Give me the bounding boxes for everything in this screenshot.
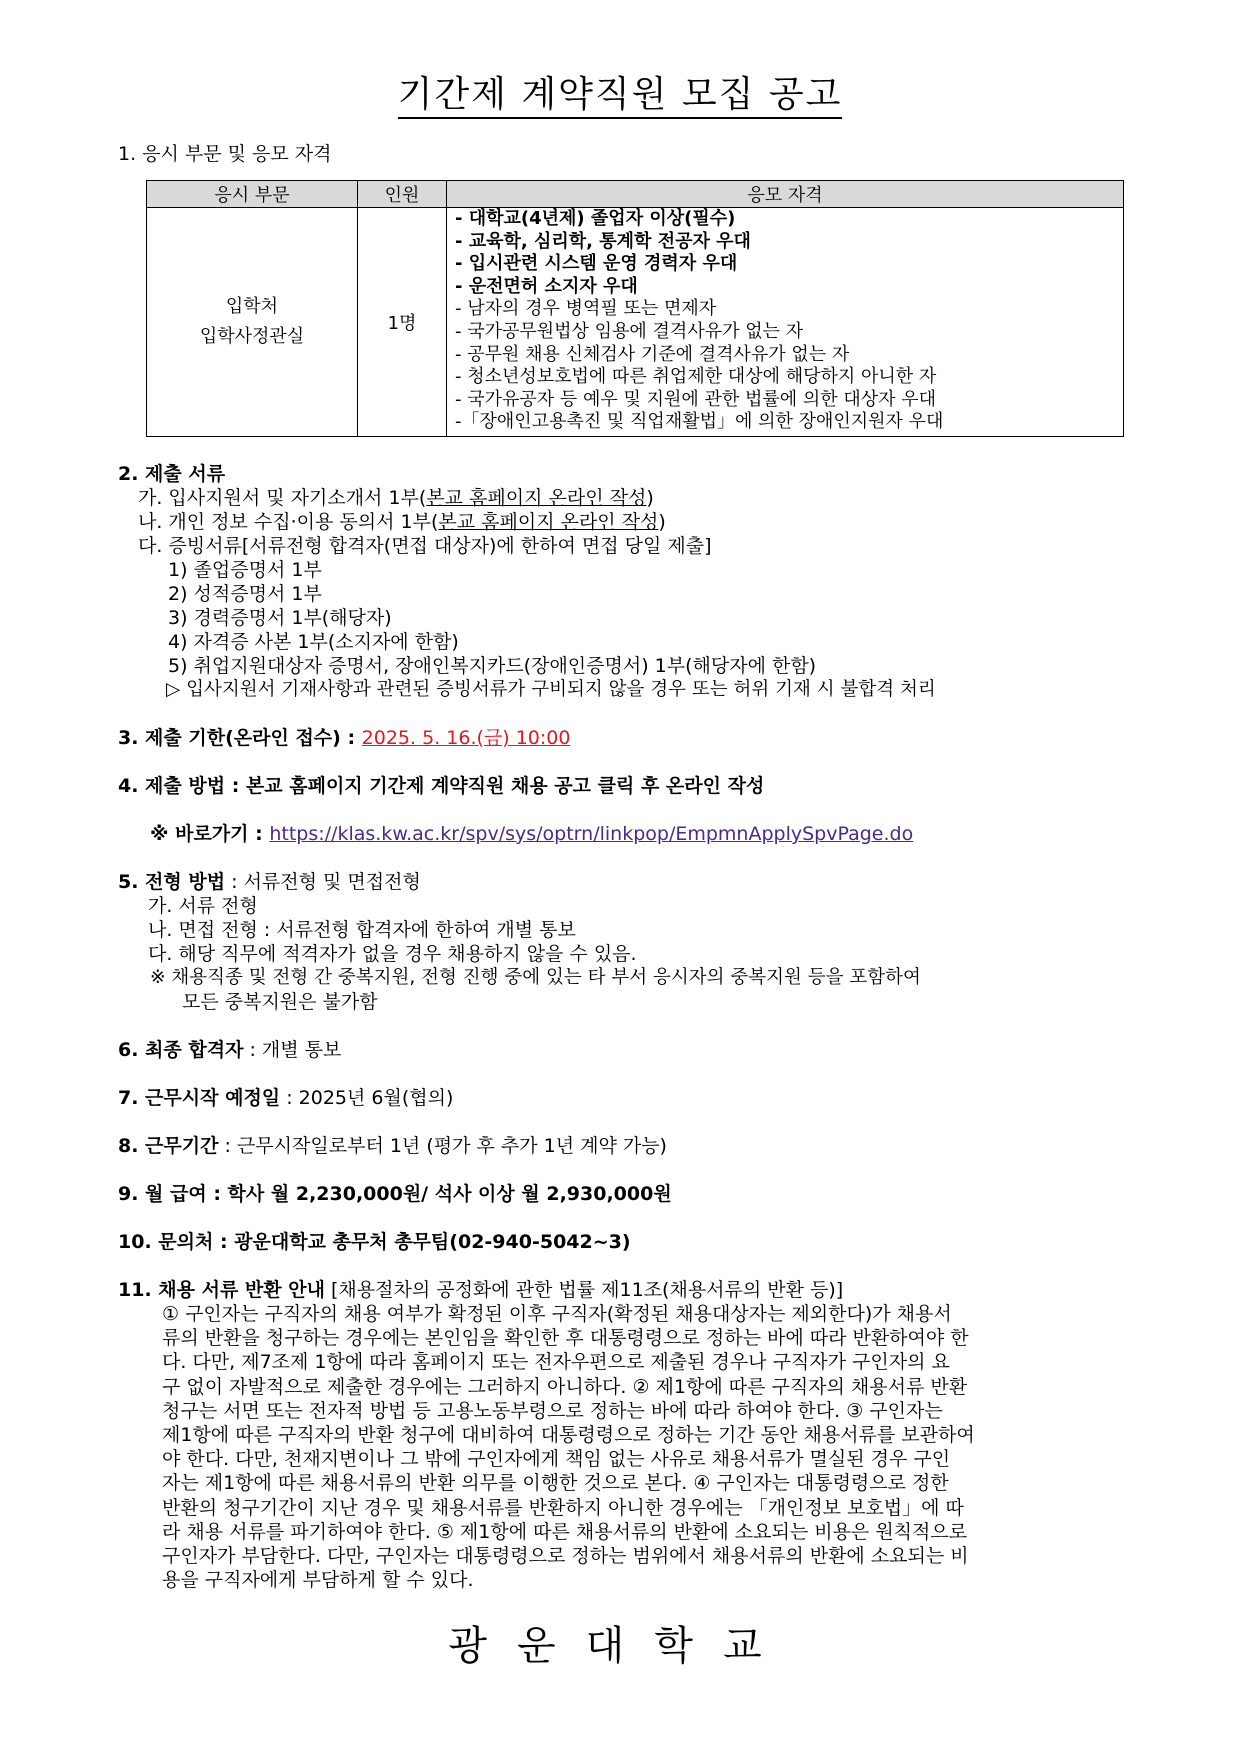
table-row — [147, 208, 1124, 437]
count-cell: 1명 — [358, 208, 447, 437]
return-guide-line: 구 없이 자발적으로 제출한 경우에는 그러하지 아니하다. ② 제1항에 따른 구직자의 채용서류 반환 — [162, 1375, 968, 1398]
dept-line1: 입학처 — [225, 296, 279, 317]
return-guide-line: 자는 제1항에 따른 채용서류의 반환 의무를 이행한 것으로 본다. ④ 구인자는 대통령령으로 정한 — [162, 1472, 949, 1495]
doc-item: 3) 경력증명서 1부(해당자) — [168, 607, 392, 629]
qualification-table — [146, 180, 1124, 437]
return-guide-line: 다. 다만, 제7조제 1항에 따라 홈페이지 또는 전자우편으로 제출된 경우나 구직자가 구인자의 요 — [162, 1351, 950, 1374]
doc-na: 나. 개인 정보 수집·이용 동의서 1부(본교 홈페이지 온라인 작성) — [138, 511, 666, 533]
doc-item: 4) 자격증 사본 1부(소지자에 한함) — [168, 631, 459, 653]
return-guide-line: 야 한다. 다만, 천재지변이나 그 밖에 구인자에게 책임 없는 사유로 채용서류가 멸실된 경우 구인 — [162, 1448, 951, 1471]
section-7: 7. 근무시작 예정일 : 2025년 6월(협의) — [118, 1087, 454, 1109]
return-guide-text — [162, 1302, 1128, 1592]
qualification-item: - 운전면허 소지자 우대 — [455, 275, 638, 297]
screen-da: 다. 해당 직무에 적격자가 없을 경우 채용하지 않을 수 있음. — [148, 943, 637, 965]
qualification-item: - 공무원 채용 신체검사 기준에 결격사유가 없는 자 — [455, 343, 850, 365]
table-header-row — [147, 181, 1124, 208]
deadline: 2025. 5. 16.(금) 10:00 — [361, 727, 571, 749]
section-5: 5. 전형 방법 : 서류전형 및 면접전형 — [118, 871, 421, 893]
doc-da: 다. 증빙서류[서류전형 합격자(면접 대상자)에 한하여 면접 당일 제출] — [138, 535, 712, 557]
header-dept: 응시 부문 — [147, 181, 358, 208]
return-guide-line: 반환의 청구기간이 지난 경우 및 채용서류를 반환하지 아니한 경우에는 「개인정보 보호법」에 따 — [162, 1496, 964, 1519]
section-3: 3. 제출 기한(온라인 접수) : 2025. 5. 16.(금) 10:00 — [118, 727, 571, 749]
screen-note-1: ※ 채용직종 및 전형 간 중복지원, 전형 진행 중에 있는 타 부서 응시자의 중복지원 등을 포함하여 — [150, 967, 921, 988]
qualification-item: - 청소년성보호법에 따른 취업제한 대상에 해당하지 아니한 자 — [455, 366, 937, 388]
doc-item: 1) 졸업증명서 1부 — [168, 559, 322, 581]
doc-item: 2) 성적증명서 1부 — [168, 583, 322, 605]
screen-note-2: 모든 중복지원은 불가함 — [182, 991, 378, 1013]
qualification-item: - 남자의 경우 병역필 또는 면제자 — [455, 298, 717, 320]
page-title: 기간제 계약직원 모집 공고 — [0, 66, 1240, 117]
section-2-heading: 2. 제출 서류 — [118, 463, 226, 485]
screen-ga: 가. 서류 전형 — [148, 895, 258, 917]
return-guide-line: 라 채용 서류를 파기하여야 한다. ⑤ 제1항에 따른 채용서류의 반환에 소요되는 비용은 원칙적으로 — [162, 1520, 968, 1543]
section-11-heading: 11. 채용 서류 반환 안내 [채용절차의 공정화에 관한 법률 제11조(채용서류의 반환 등)] — [118, 1279, 844, 1301]
dept-cell — [147, 208, 358, 437]
section-1-heading: 1. 응시 부문 및 응모 자격 — [118, 143, 332, 165]
doc-note: ▷ 입사지원서 기재사항과 관련된 증빙서류가 구비되지 않을 경우 또는 허위 기재 시 불합격 처리 — [166, 679, 936, 700]
qualification-item: - 입시관련 시스템 운영 경력자 우대 — [455, 253, 738, 275]
section-8: 8. 근무기간 : 근무시작일로부터 1년 (평가 후 추가 1년 계약 가능) — [118, 1135, 667, 1157]
return-guide-line: ① 구인자는 구직자의 채용 여부가 확정된 이후 구직자(확정된 채용대상자는 제외한다)가 채용서 — [162, 1303, 952, 1325]
qualifications-cell — [447, 208, 1124, 437]
qualification-item: - 국가공무원법상 임용에 결격사유가 없는 자 — [455, 320, 804, 342]
header-qualifications: 응모 자격 — [447, 181, 1124, 208]
section-9: 9. 월 급여 : 학사 월 2,230,000원/ 석사 이상 월 2,930,000원 — [118, 1183, 672, 1205]
qualification-item: - 교육학, 심리학, 통계학 전공자 우대 — [455, 230, 751, 252]
qualification-item: -「장애인고용촉진 및 직업재활법」에 의한 장애인지원자 우대 — [455, 411, 944, 433]
doc-ga: 가. 입사지원서 및 자기소개서 1부(본교 홈페이지 온라인 작성) — [138, 487, 654, 509]
university-name: 광운대학교 — [448, 1623, 792, 1669]
return-guide-line: 구인자가 부담한다. 다만, 구인자는 대통령령으로 정하는 범위에서 채용서류의 반환에 소요되는 비 — [162, 1545, 969, 1568]
return-guide-line: 류의 반환을 청구하는 경우에는 본인임을 확인한 후 대통령령으로 정하는 바에 따라 반환하여야 한 — [162, 1327, 969, 1350]
section-6: 6. 최종 합격자 : 개별 통보 — [118, 1039, 342, 1061]
section-10: 10. 문의처 : 광운대학교 총무처 총무팀(02-940-5042~3) — [118, 1231, 631, 1253]
return-guide-line: 청구는 서면 또는 전자적 방법 등 고용노동부령으로 정하는 바에 따라 하여야 한다. ③ 구인자는 — [162, 1399, 943, 1422]
return-guide-line: 제1항에 따른 구직자의 반환 청구에 대비하여 대통령령으로 정하는 기간 동안 채용서류를 보관하여 — [162, 1424, 975, 1447]
screen-na: 나. 면접 전형 : 서류전형 합격자에 한하여 개별 통보 — [148, 919, 576, 941]
apply-link[interactable]: https://klas.kw.ac.kr/spv/sys/optrn/linkpop/EmpmnApplySpvPage.do — [269, 823, 914, 845]
shortcut-line: ※ 바로가기 : https://klas.kw.ac.kr/spv/sys/optrn/linkpop/EmpmnApplySpvPage.do — [150, 823, 914, 845]
dept-line2: 입학사정관실 — [199, 326, 305, 347]
qualification-item: - 국가유공자 등 예우 및 지원에 관한 법률에 의한 대상자 우대 — [455, 388, 937, 410]
qualification-item: - 대학교(4년제) 졸업자 이상(필수) — [455, 208, 736, 229]
header-count: 인원 — [358, 181, 447, 208]
doc-item: 5) 취업지원대상자 증명서, 장애인복지카드(장애인증명서) 1부(해당자에 한함) — [168, 655, 817, 677]
section-4: 4. 제출 방법 : 본교 홈페이지 기간제 계약직원 채용 공고 클릭 후 온라인 작성 — [118, 775, 765, 797]
return-guide-line: 용을 구직자에게 부담하게 할 수 있다. — [162, 1569, 474, 1592]
